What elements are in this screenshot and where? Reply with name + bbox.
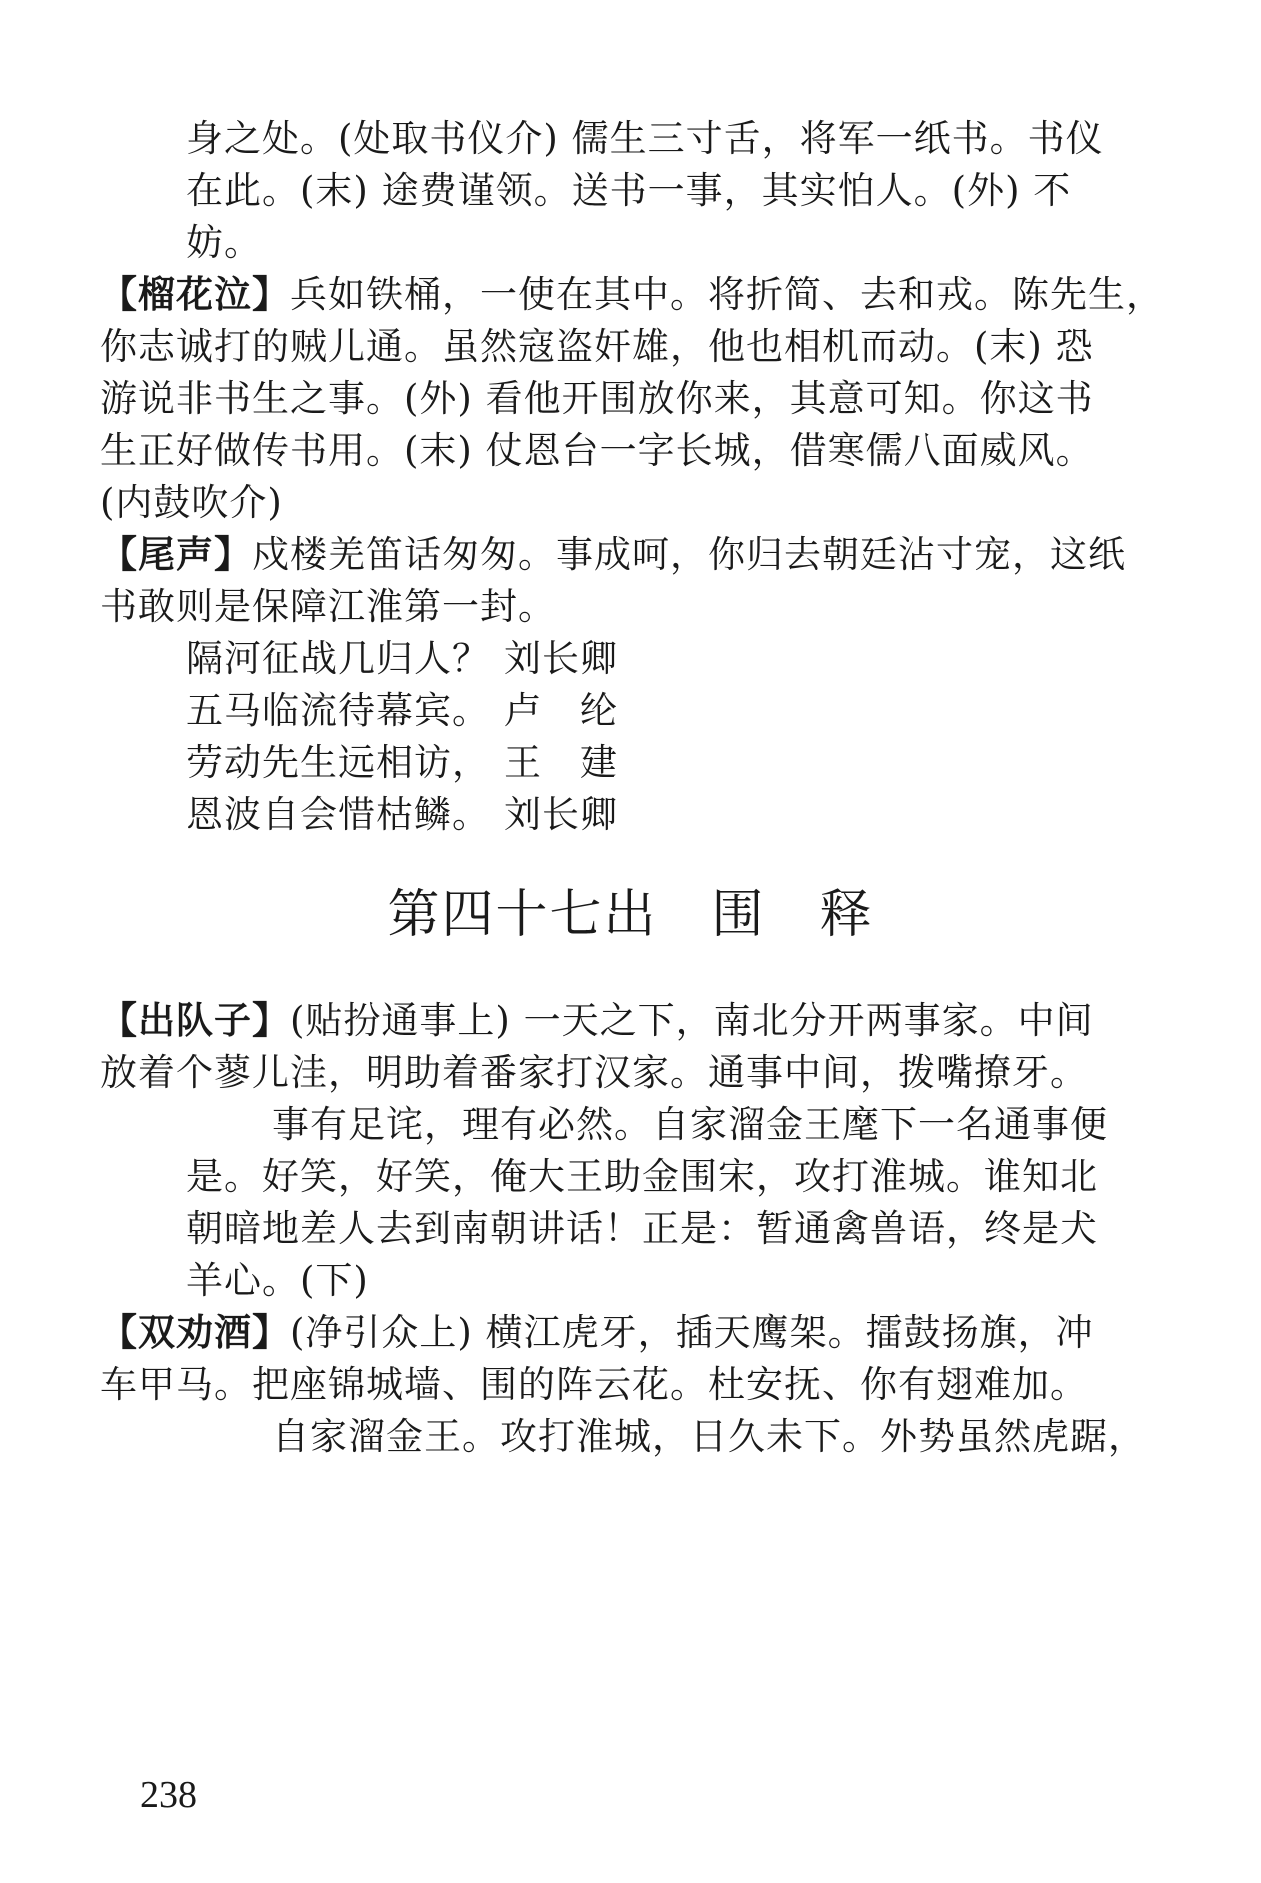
text-line: 羊心。(下) — [186, 1259, 369, 1302]
text-segment: 戍楼羌笛话匆匆。事成呵，你归去朝廷沾寸宠，这纸 — [252, 533, 1126, 576]
text-line: 在此。(末) 途费谨领。送书一事，其实怕人。(外) 不 — [186, 169, 1072, 212]
poem-text: 五马临流待幕宾。 — [186, 689, 490, 732]
text-line: 朝暗地差人去到南朝讲话！正是：暂通禽兽语，终是犬 — [186, 1207, 1098, 1250]
text-line: 妨。 — [186, 221, 262, 264]
tune-bracket-close: 】 — [252, 273, 290, 316]
text-line: 车甲马。把座锦城墙、围的阵云花。杜安抚、你有翅难加。 — [100, 1363, 1088, 1406]
poem-author: 刘长卿 — [504, 637, 618, 680]
poem-author: 刘长卿 — [504, 793, 618, 836]
tune-bracket-open: 【 — [100, 999, 138, 1042]
tune-name: 榴花泣 — [138, 273, 252, 316]
chapter-heading: 第四十七出 围 释 — [387, 885, 874, 945]
text-line: 放着个蓼儿洼，明助着番家打汉家。通事中间，拨嘴撩牙。 — [100, 1051, 1088, 1094]
text-line: 身之处。(处取书仪介) 儒生三寸舌，将军一纸书。书仪 — [186, 117, 1104, 160]
tune-bracket-close: 】 — [214, 533, 252, 576]
text-line: 自家溜金王。攻打淮城，日久未下。外势虽然虎踞， — [272, 1415, 1146, 1458]
text-line: 是。好笑，好笑，俺大王助金围宋，攻打淮城。谁知北 — [186, 1155, 1098, 1198]
tune-name: 尾声 — [138, 533, 214, 576]
text-line: 书敢则是保障江淮第一封。 — [100, 585, 556, 628]
poem-line — [186, 784, 618, 846]
tune-bracket-open: 【 — [100, 273, 138, 316]
poem-text: 隔河征战几归人？ — [186, 637, 490, 680]
text-line: 你志诚打的贼儿通。虽然寇盗奸雄，他也相机而动。(末) 恐 — [100, 325, 1094, 368]
tune-name: 出队子 — [138, 999, 252, 1042]
tune-bracket-open: 【 — [100, 533, 138, 576]
text-segment: 兵如铁桶，一使在其中。将折简、去和戎。陈先生， — [290, 273, 1164, 316]
tune-bracket-close: 】 — [252, 999, 290, 1042]
poem-author: 卢 纶 — [504, 689, 618, 732]
poem-text: 劳动先生远相访， — [186, 741, 490, 784]
poem-author: 王 建 — [504, 741, 618, 784]
text-line: 游说非书生之事。(外) 看他开围放你来，其意可知。你这书 — [100, 377, 1094, 420]
text-line: 生正好做传书用。(末) 仗恩台一字长城，借寒儒八面威风。 — [100, 429, 1094, 472]
tune-name: 双劝酒 — [138, 1311, 252, 1354]
tune-bracket-close: 】 — [252, 1311, 290, 1354]
text-line: 事有足诧，理有必然。自家溜金王麾下一名通事便 — [272, 1103, 1108, 1146]
poem-text: 恩波自会惜枯鳞。 — [186, 793, 490, 836]
tune-bracket-open: 【 — [100, 1311, 138, 1354]
text-segment: (贴扮通事上) 一天之下，南北分开两事家。中间 — [290, 999, 1094, 1042]
page-number: 238 — [140, 1774, 197, 1816]
text-line: (内鼓吹介) — [100, 481, 283, 524]
text-segment: (净引众上) 横江虎牙，插天鹰架。擂鼓扬旗，冲 — [290, 1311, 1094, 1354]
